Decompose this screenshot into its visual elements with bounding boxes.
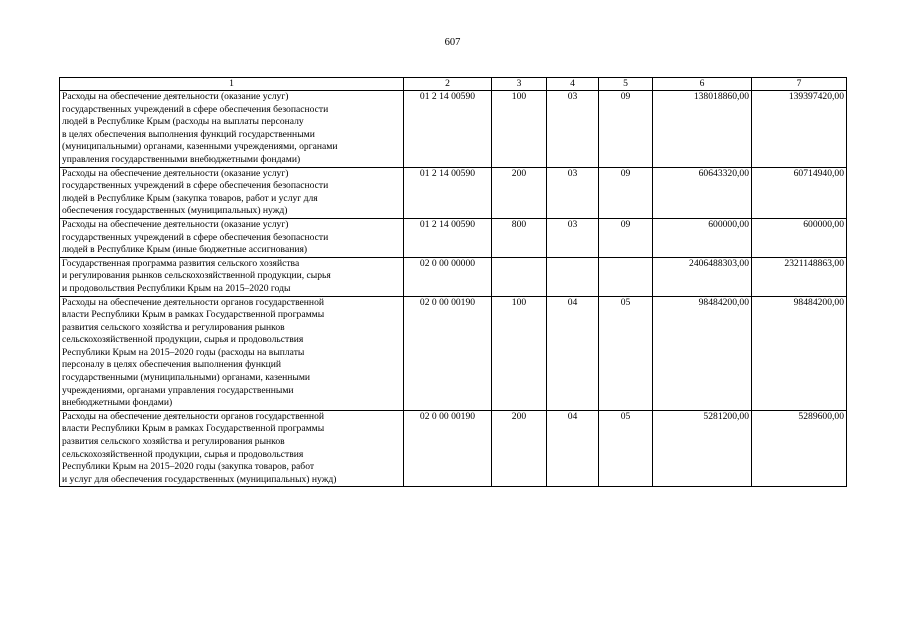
budget-table — [59, 77, 847, 487]
row-description: Расходы на обеспечение деятельности (оказание услуг) государственных учреждений в сфере обеспечения безопасности людей в Республике Крым (закупка товаров, работ и услуг для обеспечения государственных (муниципальных) нужд) — [60, 167, 404, 218]
row-col4: 04 — [547, 296, 599, 410]
table-row — [60, 167, 847, 218]
table-row — [60, 257, 847, 296]
row-amount-6: 98484200,00 — [653, 296, 752, 410]
row-amount-6: 60643320,00 — [653, 167, 752, 218]
row-col5: 09 — [599, 167, 653, 218]
row-code: 01 2 14 00590 — [404, 91, 492, 168]
row-col3 — [492, 257, 547, 296]
row-col4: 03 — [547, 91, 599, 168]
row-code: 01 2 14 00590 — [404, 218, 492, 257]
row-code: 02 0 00 00000 — [404, 257, 492, 296]
row-description: Расходы на обеспечение деятельности (оказание услуг) государственных учреждений в сфере обеспечения безопасности людей в Республике Крым (иные бюджетные ассигнования) — [60, 218, 404, 257]
row-col3: 800 — [492, 218, 547, 257]
header-cell: 2 — [404, 78, 492, 91]
row-col4: 03 — [547, 218, 599, 257]
header-row — [60, 78, 847, 91]
table-body — [60, 91, 847, 487]
row-col5: 05 — [599, 410, 653, 487]
row-amount-7: 5289600,00 — [752, 410, 847, 487]
row-code: 02 0 00 00190 — [404, 410, 492, 487]
row-description: Расходы на обеспечение деятельности органов государственной власти Республики Крым в рамках Государственной программы развития сельского хозяйства и регулирования рынков сельскохозяйственной продукции, сырья и продовольствия Республики Крым на 2015–2020 годы (закупка товаров, работ и услуг для обеспечения государственных (муниципальных) нужд) — [60, 410, 404, 487]
header-cell: 7 — [752, 78, 847, 91]
row-col5: 09 — [599, 218, 653, 257]
row-description: Государственная программа развития сельского хозяйства и регулирования рынков сельскохозяйственной продукции, сырья и продовольствия Республики Крым на 2015–2020 годы — [60, 257, 404, 296]
row-col3: 100 — [492, 91, 547, 168]
header-cell: 5 — [599, 78, 653, 91]
row-code: 01 2 14 00590 — [404, 167, 492, 218]
row-description: Расходы на обеспечение деятельности органов государственной власти Республики Крым в рамках Государственной программы развития сельского хозяйства и регулирования рынков сельскохозяйственной продукции, сырья и продовольствия Республики Крым на 2015–2020 годы (расходы на выплаты персоналу в целях обеспечения выполнения функций государственными (муниципальными) органами, казенными учреждениями, органами управления государственными внебюджетными фондами) — [60, 296, 404, 410]
row-amount-6: 5281200,00 — [653, 410, 752, 487]
page-number: 607 — [444, 37, 461, 48]
row-amount-7: 98484200,00 — [752, 296, 847, 410]
table-row — [60, 218, 847, 257]
header-cell: 4 — [547, 78, 599, 91]
table-row — [60, 410, 847, 487]
table-row — [60, 91, 847, 168]
row-amount-7: 2321148863,00 — [752, 257, 847, 296]
header-cell: 3 — [492, 78, 547, 91]
row-amount-6: 138018860,00 — [653, 91, 752, 168]
row-amount-6: 600000,00 — [653, 218, 752, 257]
row-description: Расходы на обеспечение деятельности (оказание услуг) государственных учреждений в сфере обеспечения безопасности людей в Республике Крым (расходы на выплаты персоналу в целях обеспечения выполнения функций государственными (муниципальными) органами, казенными учреждениями, органами управления государственными внебюджетными фондами) — [60, 91, 404, 168]
row-col3: 200 — [492, 167, 547, 218]
header-cell: 1 — [60, 78, 404, 91]
row-col3: 200 — [492, 410, 547, 487]
row-amount-7: 60714940,00 — [752, 167, 847, 218]
table-row — [60, 296, 847, 410]
row-col4: 03 — [547, 167, 599, 218]
row-amount-7: 600000,00 — [752, 218, 847, 257]
row-col5: 09 — [599, 91, 653, 168]
row-col5: 05 — [599, 296, 653, 410]
row-code: 02 0 00 00190 — [404, 296, 492, 410]
table-header — [60, 78, 847, 91]
row-col4: 04 — [547, 410, 599, 487]
row-amount-6: 2406488303,00 — [653, 257, 752, 296]
row-col4 — [547, 257, 599, 296]
row-amount-7: 139397420,00 — [752, 91, 847, 168]
header-cell: 6 — [653, 78, 752, 91]
row-col3: 100 — [492, 296, 547, 410]
row-col5 — [599, 257, 653, 296]
